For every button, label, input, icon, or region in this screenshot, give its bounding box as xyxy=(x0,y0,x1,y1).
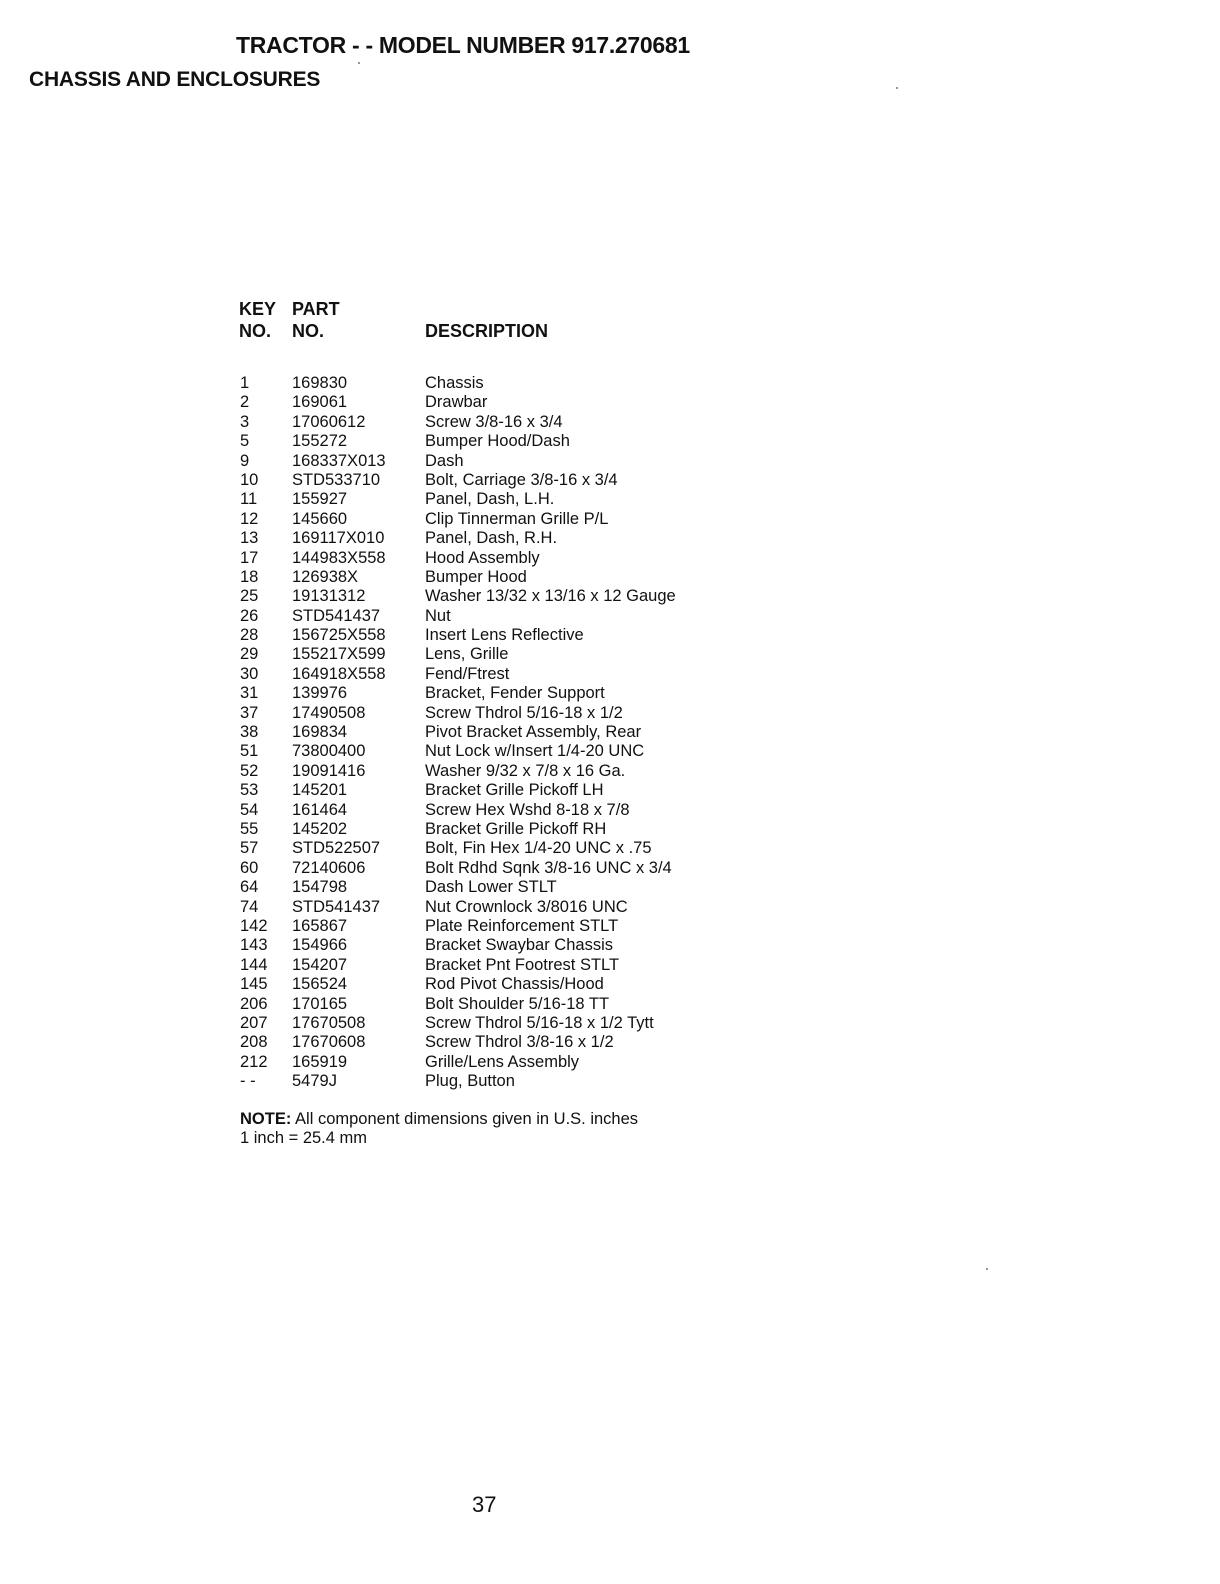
description-cell: Washer 13/32 x 13/16 x 12 Gauge xyxy=(425,587,676,606)
column-header-key-line2: NO. xyxy=(239,321,272,341)
part-no-cell: 169830 xyxy=(292,374,348,392)
description-cell: Chassis xyxy=(425,374,484,392)
part-no-cell: 170165 xyxy=(292,994,348,1013)
description-cell: Panel, Dash, R.H. xyxy=(425,529,558,548)
scan-speck xyxy=(986,1268,988,1270)
description-cell: Plate Reinforcement STLT xyxy=(425,916,619,935)
part-no-cell: 72140606 xyxy=(292,858,366,877)
key-no-cell: 51 xyxy=(240,742,259,761)
key-no-cell: 17 xyxy=(240,548,259,567)
part-no-cell: 126938X xyxy=(292,567,359,586)
key-no-cell: 208 xyxy=(240,1033,268,1052)
part-no-cell: 169117X010 xyxy=(292,529,385,548)
key-no-cell: 28 xyxy=(240,626,259,645)
key-no-cell: 64 xyxy=(240,878,259,897)
part-no-cell: 169061 xyxy=(292,393,348,412)
part-no-cell: 156725X558 xyxy=(292,626,386,645)
part-no-cell: STD533710 xyxy=(292,470,381,489)
key-no-cell: 30 xyxy=(240,664,259,683)
description-cell: Nut xyxy=(425,606,451,625)
part-no-cell: 145660 xyxy=(292,509,348,528)
key-no-cell: 53 xyxy=(240,781,259,800)
key-no-cell: 144 xyxy=(240,955,268,974)
part-no-cell: 17670608 xyxy=(292,1033,366,1052)
key-no-cell: 11 xyxy=(240,490,258,509)
page-number: 37 xyxy=(472,1492,497,1517)
description-cell: Screw Thdrol 5/16-18 x 1/2 Tytt xyxy=(425,1013,654,1032)
description-cell: Lens, Grille xyxy=(425,645,509,664)
note-line xyxy=(240,1110,638,1129)
column-header-part-line2: NO. xyxy=(292,321,325,341)
part-no-cell: 5479J xyxy=(292,1072,337,1091)
key-no-cell: 54 xyxy=(240,800,259,819)
key-no-cell: 9 xyxy=(240,451,250,470)
part-no-cell: 155927 xyxy=(292,490,348,509)
key-no-cell: 142 xyxy=(240,916,268,935)
part-no-cell: 161464 xyxy=(292,800,348,819)
key-no-cell: 26 xyxy=(240,606,259,625)
part-no-cell: 17670508 xyxy=(292,1013,366,1032)
key-no-cell: 3 xyxy=(240,412,250,431)
part-no-cell: STD522507 xyxy=(292,839,381,858)
key-no-cell: 25 xyxy=(240,587,259,606)
description-cell: Nut Crownlock 3/8016 UNC xyxy=(425,897,628,916)
part-no-cell: 19131312 xyxy=(292,587,366,606)
description-cell: Bolt, Carriage 3/8-16 x 3/4 xyxy=(425,470,618,489)
description-cell: Bumper Hood/Dash xyxy=(425,432,570,451)
part-no-cell: 144983X558 xyxy=(292,548,386,567)
key-no-cell: 1 xyxy=(240,374,250,392)
part-no-cell: 165867 xyxy=(292,916,348,935)
column-header-key-line1: KEY xyxy=(239,299,277,319)
description-cell: Bracket, Fender Support xyxy=(425,684,605,703)
key-no-cell: 2 xyxy=(240,393,250,412)
description-cell: Bracket Grille Pickoff LH xyxy=(425,781,604,800)
description-cell: Panel, Dash, L.H. xyxy=(425,490,555,509)
description-cell: Nut Lock w/Insert 1/4-20 UNC xyxy=(425,742,645,761)
description-cell: Screw Thdrol 3/8-16 x 1/2 xyxy=(425,1033,614,1052)
part-no-cell: 154966 xyxy=(292,936,348,955)
part-no-cell: 155272 xyxy=(292,432,348,451)
part-no-cell: 154798 xyxy=(292,878,348,897)
part-no-cell: STD541437 xyxy=(292,897,381,916)
key-no-cell: 145 xyxy=(240,975,268,994)
description-cell: Bracket Swaybar Chassis xyxy=(425,936,613,955)
part-no-cell: 154207 xyxy=(292,955,348,974)
description-cell: Rod Pivot Chassis/Hood xyxy=(425,975,604,994)
key-no-cell: 37 xyxy=(240,703,259,722)
description-cell: Clip Tinnerman Grille P/L xyxy=(425,509,609,528)
part-no-cell: 145201 xyxy=(292,781,348,800)
description-cell: Bolt, Fin Hex 1/4-20 UNC x .75 xyxy=(425,839,652,858)
section-title: CHASSIS AND ENCLOSURES xyxy=(29,68,321,91)
part-no-cell: 73800400 xyxy=(292,742,366,761)
part-no-cell: 169834 xyxy=(292,723,348,742)
description-cell: Dash xyxy=(425,451,464,470)
key-no-cell: 5 xyxy=(240,432,250,451)
part-no-cell: 164918X558 xyxy=(292,664,386,683)
key-no-cell: 52 xyxy=(240,761,259,780)
key-no-cell: 13 xyxy=(240,529,259,548)
description-cell: Bumper Hood xyxy=(425,567,527,586)
part-no-cell: 17490508 xyxy=(292,703,366,722)
key-no-cell: 38 xyxy=(240,723,259,742)
note-label: NOTE: xyxy=(240,1110,292,1128)
description-cell: Screw Thdrol 5/16-18 x 1/2 xyxy=(425,703,623,722)
description-cell: Screw Hex Wshd 8-18 x 7/8 xyxy=(425,800,630,819)
column-header-description: DESCRIPTION xyxy=(425,321,549,341)
description-cell: Bracket Pnt Footrest STLT xyxy=(425,955,620,974)
key-no-cell: 74 xyxy=(240,897,259,916)
key-no-cell: - - xyxy=(240,1072,256,1091)
part-no-cell: 155217X599 xyxy=(292,645,386,664)
description-cell: Insert Lens Reflective xyxy=(425,626,584,645)
key-no-cell: 206 xyxy=(240,994,268,1013)
key-no-cell: 18 xyxy=(240,567,259,586)
key-no-cell: 29 xyxy=(240,645,259,664)
key-no-cell: 207 xyxy=(240,1013,268,1032)
scan-speck xyxy=(896,87,898,89)
note-conversion: 1 inch = 25.4 mm xyxy=(240,1129,368,1148)
key-no-cell: 143 xyxy=(240,936,268,955)
key-no-cell: 57 xyxy=(240,839,259,858)
page-title: TRACTOR - - MODEL NUMBER 917.270681 xyxy=(236,32,690,58)
description-cell: Grille/Lens Assembly xyxy=(425,1052,580,1071)
description-cell: Pivot Bracket Assembly, Rear xyxy=(425,723,642,742)
part-no-cell: 19091416 xyxy=(292,761,366,780)
part-no-cell: 145202 xyxy=(292,819,348,838)
note-text: All component dimensions given in U.S. inches xyxy=(291,1110,639,1128)
description-cell: Washer 9/32 x 7/8 x 16 Ga. xyxy=(425,761,626,780)
key-no-cell: 10 xyxy=(240,470,259,489)
description-cell: Plug, Button xyxy=(425,1072,515,1091)
key-no-cell: 60 xyxy=(240,858,259,877)
description-cell: Drawbar xyxy=(425,393,488,412)
description-cell: Bolt Rdhd Sqnk 3/8-16 UNC x 3/4 xyxy=(425,858,672,877)
note-block xyxy=(240,1110,638,1149)
part-no-cell: 139976 xyxy=(292,684,348,703)
description-cell: Bracket Grille Pickoff RH xyxy=(425,819,607,838)
description-cell: Screw 3/8-16 x 3/4 xyxy=(425,412,563,431)
column-header-part-line1: PART xyxy=(292,299,340,319)
key-no-cell: 12 xyxy=(240,509,259,528)
description-cell: Fend/Ftrest xyxy=(425,664,510,683)
part-no-cell: 165919 xyxy=(292,1052,348,1071)
part-no-cell: 17060612 xyxy=(292,412,366,431)
description-cell: Bolt Shoulder 5/16-18 TT xyxy=(425,994,610,1013)
key-no-cell: 55 xyxy=(240,819,259,838)
part-no-cell: 156524 xyxy=(292,975,348,994)
key-no-cell: 212 xyxy=(240,1052,268,1071)
description-cell: Dash Lower STLT xyxy=(425,878,557,897)
part-no-cell: STD541437 xyxy=(292,606,381,625)
key-no-cell: 31 xyxy=(240,684,259,703)
description-cell: Hood Assembly xyxy=(425,548,540,567)
scan-speck xyxy=(358,62,360,64)
part-no-cell: 168337X013 xyxy=(292,451,386,470)
